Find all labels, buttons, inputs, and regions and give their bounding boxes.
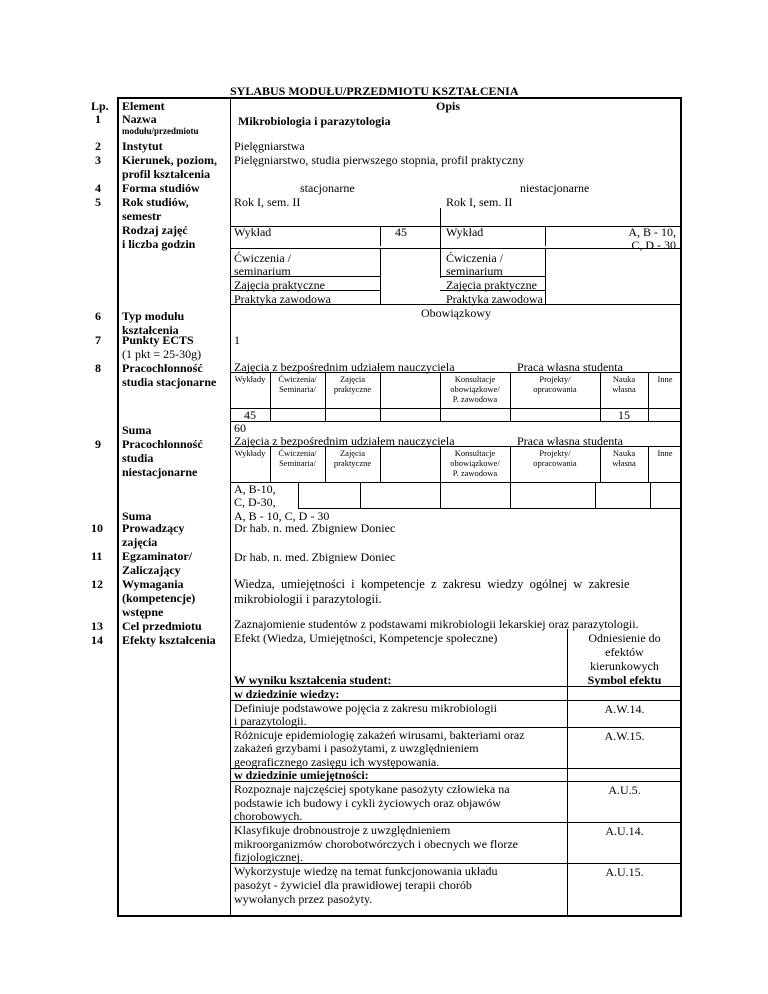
col-projekty-n: Projekty/ (539, 448, 571, 458)
efekt-3-symbol: A.U.5. (608, 783, 641, 797)
suma-stac-value: 60 (234, 421, 246, 435)
col-wlasna-n: własna (612, 458, 636, 468)
line (380, 372, 381, 408)
efekt-5-line-1: Wykorzystuje wiedzę na temat funkcjonowania układu (234, 864, 498, 878)
line (545, 226, 546, 246)
umiejetnosci-header: w dziedzinie umiejętności: (234, 768, 369, 782)
line (440, 408, 441, 421)
col-konsultacje: Konsultacje (454, 374, 496, 384)
rok-stac: Rok I, sem. II (234, 195, 301, 209)
forma-stac: stacjonarne (300, 181, 355, 195)
w-wyniku: W wyniku kształcenia student: (234, 673, 392, 687)
instytut-label: Instytut (122, 139, 163, 153)
rok-niestac: Rok I, sem. II (446, 195, 513, 209)
odniesienie-header-3: kierunkowych (590, 659, 659, 673)
col-seminaria: Seminaria/ (279, 384, 316, 394)
prac-niestac-label-2: studia (122, 451, 154, 465)
efekt-header: Efekt (Wiedza, Umiejętności, Kompetencje społeczne) (234, 631, 498, 645)
wymagania-label-3: wstępne (122, 605, 164, 619)
line (595, 482, 596, 508)
efekt-2-line-1: Różnicuje epidemiologię zakażeń wirusami, bakteriami oraz (234, 728, 525, 742)
opis-header: Opis (436, 99, 461, 113)
cel-label: Cel przedmiotu (122, 619, 202, 633)
zajecia-praktyczne-niestac: Zajęcia praktyczne (446, 278, 537, 292)
efekt-4-symbol: A.U.14. (605, 824, 644, 838)
line (380, 226, 381, 246)
egzaminator-label-2: Zaliczający (122, 563, 181, 577)
typ-label-2: kształcenia (122, 323, 179, 337)
cel-value: Zaznajomienie studentów z podstawami mikrobiologii lekarskiej oraz parazytologii. (234, 617, 639, 631)
cwiczenia-niestac-1: Ćwiczenia / (446, 251, 503, 265)
col-inne: Inne (657, 374, 673, 384)
col-zajecia-n: Zajęcia (339, 448, 365, 458)
lp-num-1: 1 (95, 112, 101, 126)
praktyka-zawodowa-stac: Praktyka zawodowa (234, 292, 331, 306)
wymagania-label: Wymagania (122, 577, 184, 591)
praca-wlasna-n: Praca własna studenta (517, 434, 623, 448)
praktyka-zawodowa-niestac: Praktyka zawodowa (446, 292, 543, 306)
col-projekty: Projekty/ (539, 374, 571, 384)
niestac-value-2: C, D-30, (234, 495, 276, 509)
line (648, 408, 649, 421)
nazwa-value: Mikrobiologia i parazytologia (238, 114, 391, 128)
line (360, 482, 361, 508)
cwiczenia-stac-1: Ćwiczenia / (234, 251, 291, 265)
efekt-5-line-3: wywołanych przez pasożyty. (234, 892, 373, 906)
col-cwiczenia: Ćwiczenia/ (278, 374, 317, 384)
line (510, 482, 511, 508)
lp-num-2: 2 (95, 139, 101, 153)
col-konsultacje-n: Konsultacje (454, 448, 496, 458)
rodzaj-label-2: i liczba godzin (122, 237, 196, 251)
lp-num-10: 10 (91, 521, 103, 535)
col-opracowania-n: opracowania (533, 458, 577, 468)
col-nauka-n: Nauka (612, 448, 636, 458)
prac-niestac-label-3: niestacjonarne (122, 465, 198, 479)
line (298, 508, 682, 509)
efekt-2-symbol: A.W.15. (604, 729, 645, 743)
efekt-3-line-3: chorobowych. (234, 809, 303, 823)
zajecia-z-nauczycielem: Zajęcia z bezpośrednim udziałem nauczyciela (234, 360, 455, 374)
prac-niestac-label: Pracochłonność (122, 437, 203, 451)
efekt-4-line-3: fizjologicznej. (234, 850, 303, 864)
efekt-3-line-1: Rozpoznaje najczęściej spotykane pasożyty człowieka na (234, 782, 510, 796)
stac-wyklady-value: 45 (244, 408, 256, 422)
ects-label: Punkty ECTS (122, 333, 194, 347)
element-header: Element (122, 99, 165, 113)
odniesienie-header-2: efektów (605, 645, 644, 659)
col-obowiazkowe-n: obowiązkowe/ (450, 458, 500, 468)
wymagania-value-2: mikrobiologii i parazytologii. (234, 592, 382, 606)
col-wlasna: własna (612, 384, 636, 394)
col-p-zawodowa: P. zawodowa (452, 394, 498, 404)
suma-niestac-label: Suma (122, 509, 152, 523)
col-cwiczenia-n: Ćwiczenia/ (278, 448, 317, 458)
cwiczenia-stac-2: seminarium (234, 264, 291, 278)
lp-num-9: 9 (95, 437, 101, 451)
efekty-label: Efekty kształcenia (122, 633, 216, 647)
line (298, 482, 299, 508)
prowadzacy-label: Prowadzący (122, 521, 185, 535)
nazwa-sublabel: modułu/przedmiotu (122, 126, 199, 136)
rok-label-2: semestr (122, 209, 162, 223)
efekt-4-line-1: Klasyfikuje drobnoustroje z uwzględnieniem (234, 823, 451, 837)
lp-num-5: 5 (95, 195, 101, 209)
prowadzacy-label-2: zajęcia (122, 535, 158, 549)
cwiczenia-niestac-2: seminarium (446, 264, 503, 278)
rodzaj-label: Rodzaj zajęć (122, 223, 188, 237)
line (380, 248, 381, 304)
top-border (117, 97, 682, 98)
zajecia-praktyczne-stac: Zajęcia praktyczne (234, 278, 325, 292)
wymagania-value-1: Wiedza, umiejętności i kompetencje z zakresu wiedzy ogólnej w zakresie (234, 577, 630, 591)
col-praktyczne: praktyczne (333, 384, 372, 394)
lp-num-4: 4 (95, 181, 101, 195)
prac-stac-label-2: studia stacjonarne (122, 375, 217, 389)
efekt-1-symbol: A.W.14. (604, 702, 645, 716)
line (230, 421, 682, 422)
wyklad-niestac-hours-2: C, D - 30 (631, 238, 676, 252)
forma-niestac: niestacjonarne (520, 181, 590, 195)
line (440, 482, 441, 508)
prowadzacy-value: Dr hab. n. med. Zbigniew Doniec (234, 521, 396, 535)
wyklad-niestac: Wykład (446, 225, 484, 239)
lp-num-8: 8 (95, 361, 101, 375)
rok-label: Rok studiów, (122, 195, 189, 209)
wyklad-niestac-hours-1: A, B - 10, (628, 225, 676, 239)
efekt-1-line-1: Definiuje podstawowe pojęcia z zakresu mikrobiologii (234, 701, 497, 715)
col-seminaria-n: Seminaria/ (279, 458, 316, 468)
stac-nauka-value: 15 (618, 408, 630, 422)
lp-num-14: 14 (91, 633, 103, 647)
page-title: SYLABUS MODUŁU/PRZEDMIOTU KSZTAŁCENIA (230, 84, 519, 98)
suma-niestac-value: A, B - 10, C, D - 30 (234, 509, 330, 523)
efekt-5-symbol: A.U.15. (605, 865, 644, 879)
lp-num-11: 11 (91, 549, 103, 563)
typ-value: Obowiązkowy (421, 306, 491, 320)
line (325, 408, 326, 421)
symbol-header: Symbol efektu (587, 673, 662, 687)
efekt-4-line-2: mikroorganizmów chorobotwórczych i obecnych we florze (234, 837, 519, 851)
efekt-2-line-3: geograficznego zasięgu ich występowania. (234, 755, 440, 769)
line (510, 408, 511, 421)
wyklad-stac: Wykład (234, 225, 272, 239)
kierunek-label: Kierunek, poziom, (122, 153, 217, 167)
efekt-5-line-2: pasożyt - żywiciel dla prawidłowej terapii chorób (234, 878, 472, 892)
line (650, 482, 651, 508)
kierunek-label-2: profil kształcenia (122, 167, 211, 181)
col-opracowania: opracowania (533, 384, 577, 394)
lp-num-6: 6 (95, 309, 101, 323)
col-obowiazkowe: obowiązkowe/ (450, 384, 500, 394)
line (545, 248, 546, 304)
col-inne-n: Inne (657, 448, 673, 458)
ects-value: 1 (234, 333, 240, 347)
egzaminator-value: Dr hab. n. med. Zbigniew Doniec (234, 550, 396, 564)
col-zajecia: Zajęcia (339, 374, 365, 384)
col-p-zawodowa-n: P. zawodowa (452, 468, 498, 478)
niestac-value-1: A, B-10, (234, 482, 276, 496)
wymagania-label-2: (kompetencje) (122, 591, 196, 605)
zajecia-z-nauczycielem-n: Zajęcia z bezpośrednim udziałem nauczyciela (234, 434, 455, 448)
col-wyklady: Wykłady (234, 374, 266, 384)
kierunek-value: Pielęgniarstwo, studia pierwszego stopnia, profil praktyczny (234, 153, 525, 167)
wyklad-stac-hours: 45 (395, 225, 407, 239)
forma-split (440, 208, 441, 278)
egzaminator-label: Egzaminator/ (122, 549, 192, 563)
column-divider (230, 97, 231, 917)
efekt-2-line-2: zakażeń grzybami i pasożytami, z uwzględnieniem (234, 741, 479, 755)
prac-stac-label: Pracochłonność (122, 361, 203, 375)
lp-header: Lp. (91, 99, 109, 113)
efekt-3-line-2: podstawie ich budowy i cykli życiowych oraz objawów (234, 796, 501, 810)
nazwa-label: Nazwa (122, 112, 157, 126)
efekt-1-line-2: i parazytologii. (234, 714, 307, 728)
col-nauka: Nauka (612, 374, 636, 384)
lp-num-12: 12 (91, 577, 103, 591)
col-praktyczne-n: praktyczne (333, 458, 372, 468)
lp-num-7: 7 (95, 333, 101, 347)
line (270, 408, 271, 421)
suma-stac-label: Suma (122, 423, 152, 437)
lp-num-3: 3 (95, 153, 101, 167)
lp-num-13: 13 (91, 619, 103, 633)
ects-label-2: (1 pkt = 25-30g) (122, 347, 202, 361)
line (380, 446, 381, 482)
praca-wlasna: Praca własna studenta (517, 360, 623, 374)
forma-label: Forma studiów (122, 181, 200, 195)
col-wyklady-n: Wykłady (234, 448, 266, 458)
odniesienie-header: Odniesienie do (588, 631, 661, 645)
instytut-value: Pielęgniarstwa (234, 139, 305, 153)
typ-label: Typ modułu (122, 309, 185, 323)
wiedza-header: w dziedzinie wiedzy: (234, 687, 340, 701)
line (380, 408, 381, 421)
